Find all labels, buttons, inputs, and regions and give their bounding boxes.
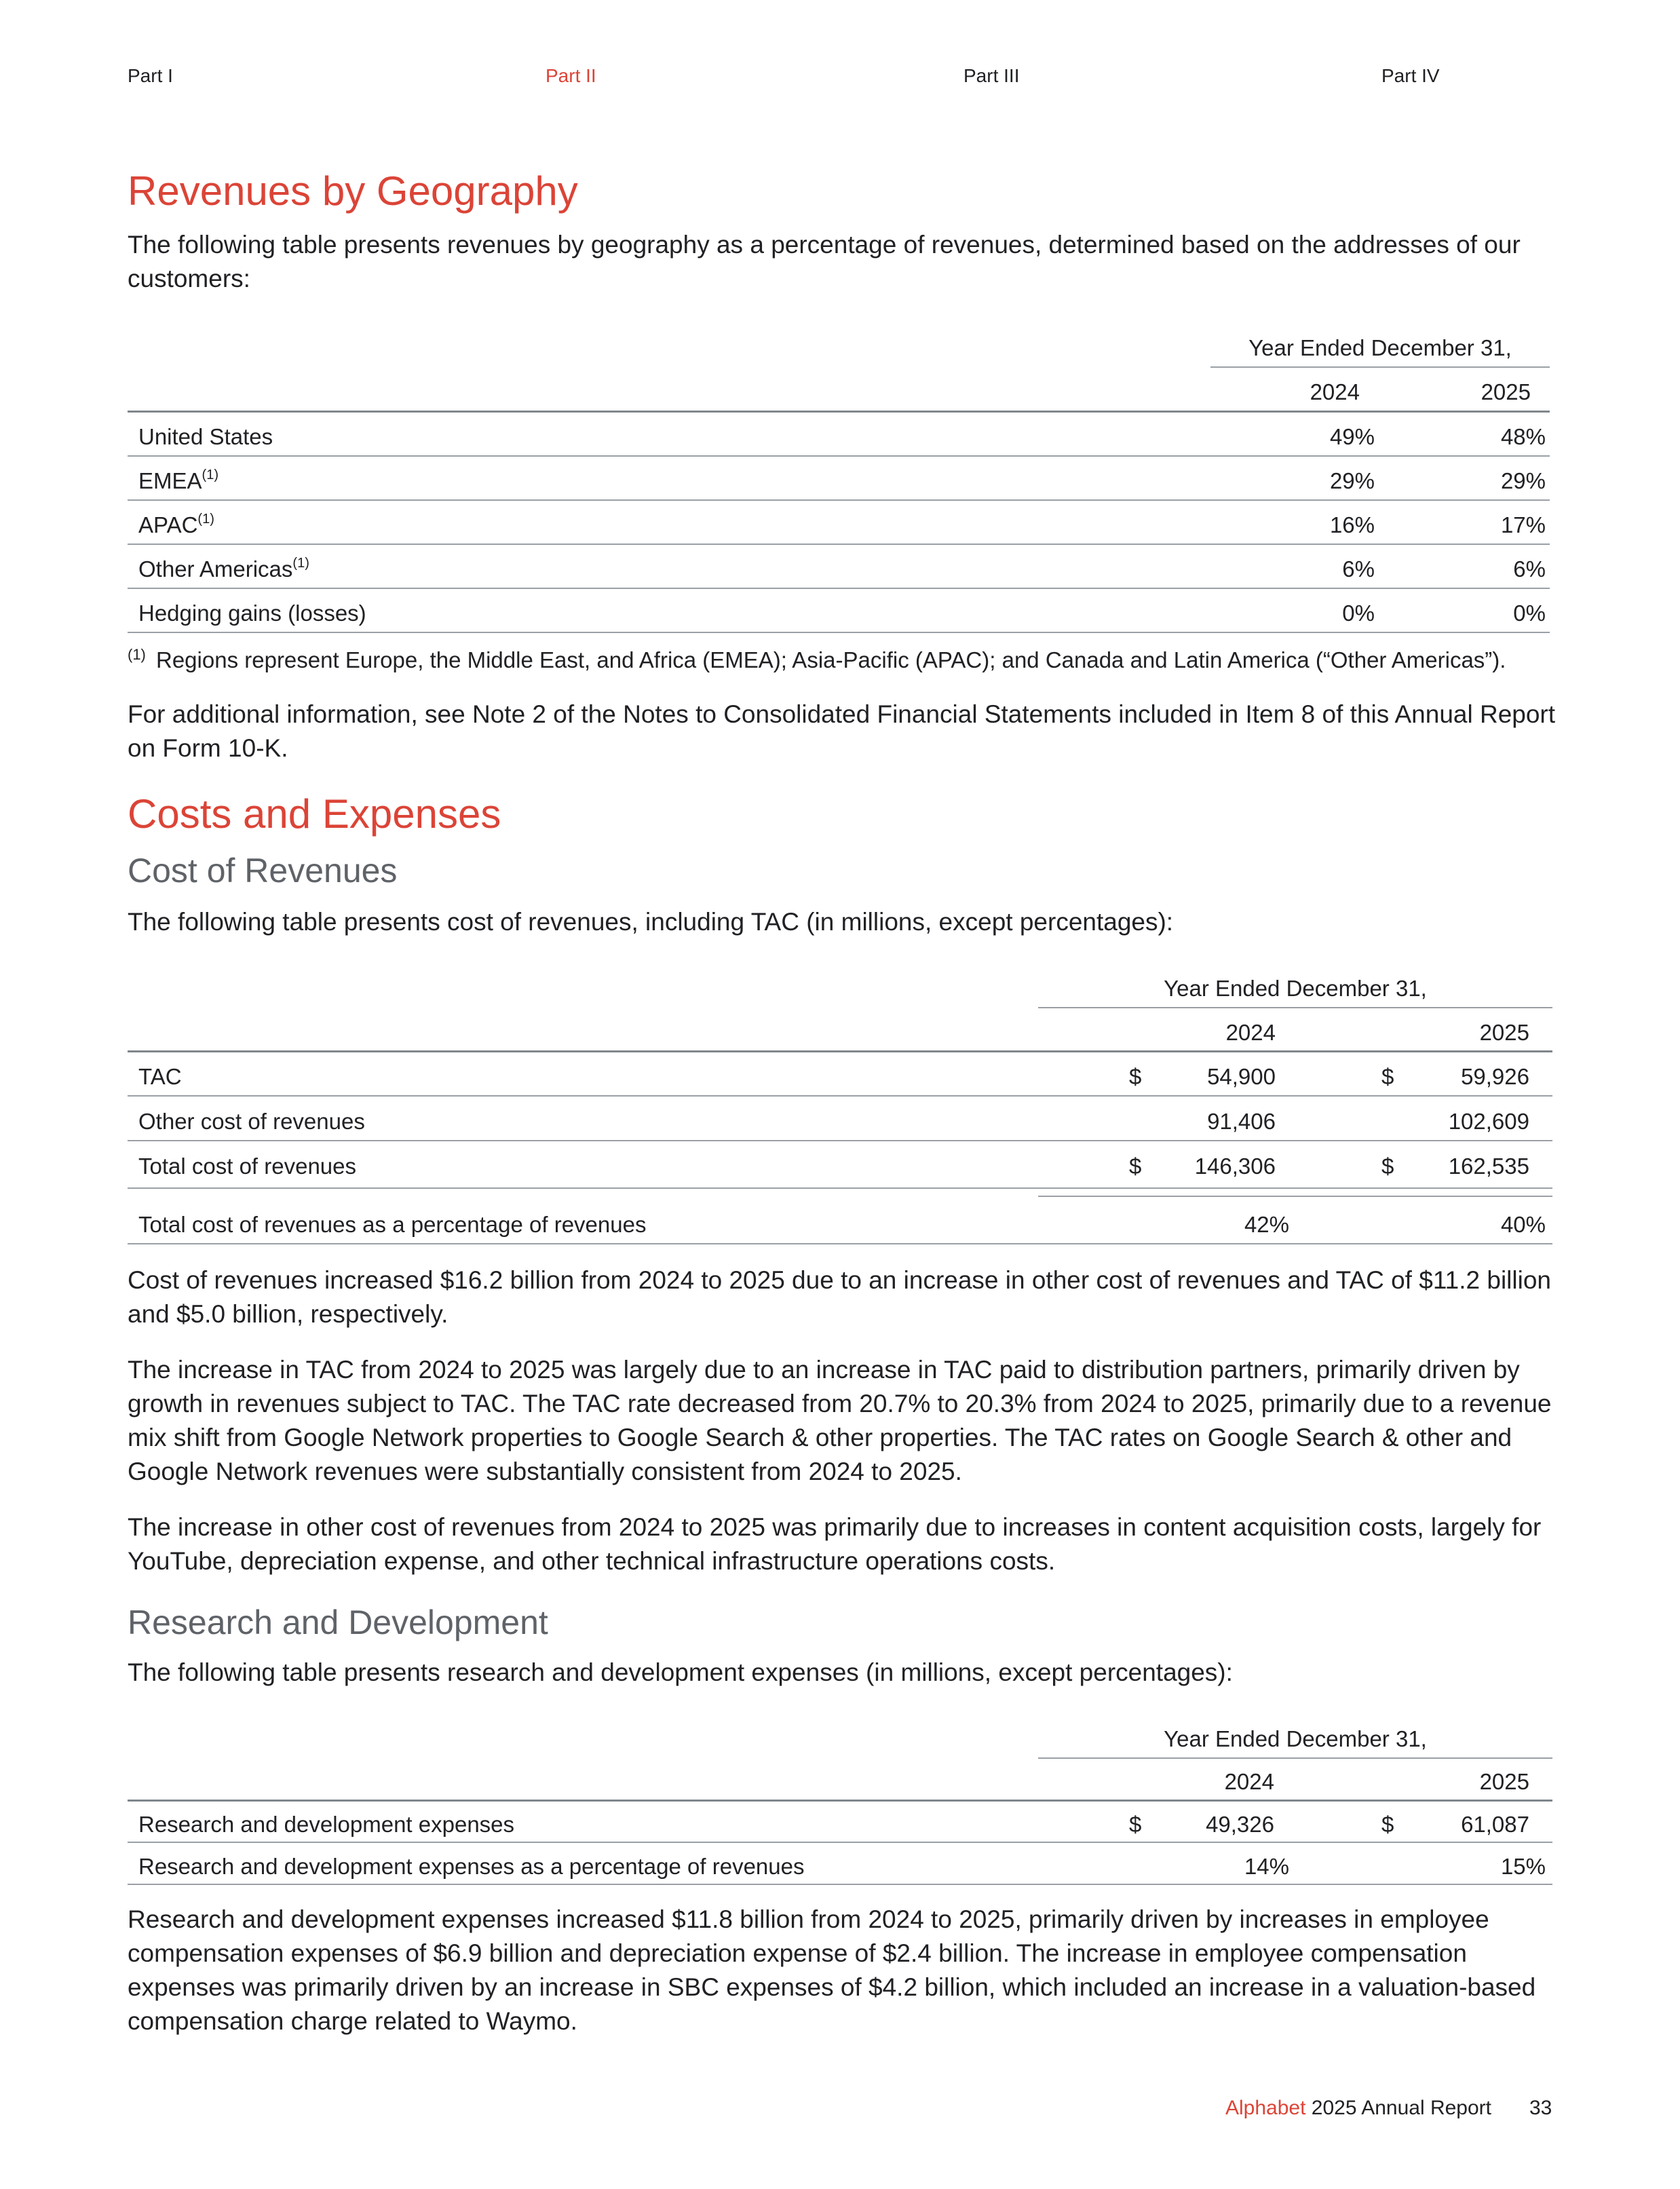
row-label-total-cost-pct: Total cost of revenues as a percentage of revenues [138, 1212, 647, 1237]
row-divider [128, 499, 1550, 501]
nav-part-ii[interactable]: Part II [546, 65, 596, 86]
value-2025: 40% [1500, 1212, 1546, 1237]
row-divider [128, 1140, 1552, 1141]
geo-col-2024: 2024 [1310, 379, 1360, 404]
rnd-intro: The following table presents research and development expenses (in millions, except percentages): [128, 1658, 1233, 1686]
rnd-table-top-rule [128, 1800, 1552, 1802]
value-2025: 59,926 [1461, 1064, 1529, 1089]
row-label-united-states: United States [138, 424, 273, 449]
nav-part-iii[interactable]: Part III [963, 65, 1020, 86]
currency-symbol: $ [1129, 1154, 1142, 1179]
geo-table-top-rule [128, 411, 1550, 413]
value-2024: 49% [1329, 424, 1375, 449]
row-divider [128, 1095, 1552, 1097]
rnd-col-2025: 2025 [1479, 1769, 1529, 1794]
row-label-tac: TAC [138, 1064, 182, 1089]
footer-report-title [1225, 2097, 1491, 2120]
row-label-total-cost-of-revenues: Total cost of revenues [138, 1154, 357, 1179]
value-2024: 91,406 [1207, 1109, 1276, 1134]
row-divider [128, 1842, 1552, 1843]
value-2024: 6% [1342, 556, 1375, 582]
row-divider [128, 1187, 1552, 1189]
cost-table-top-rule [128, 1050, 1552, 1052]
row-label-other-cost-of-revenues: Other cost of revenues [138, 1109, 365, 1134]
currency-symbol: $ [1381, 1812, 1394, 1837]
currency-symbol: $ [1381, 1154, 1394, 1179]
rnd-paragraph-1: Research and development expenses increased $11.8 billion from 2024 to 2025, primarily driven by increases in employee compensation expenses of $6.9 billion and depreciation expense of $2.4 billion. The increase in employee compensation expenses was primarily driven by an increase in SBC expenses of $4.2 billion, which included an increase in a valuation-based compensation charge related to Waymo. [128, 1905, 1536, 2035]
cost-paragraph-2: The increase in TAC from 2024 to 2025 was largely due to an increase in TAC paid to distribution partners, primarily driven by growth in revenues subject to TAC. The TAC rate decreased from 20.7% to 20.3% from 2024 to 2025, primarily due to a revenue mix shift from Google Network properties to Google Search & other properties. The TAC rates on Google Search & other and Google Network revenues were substantially consistent from 2024 to 2025. [128, 1356, 1552, 1485]
footnote-ref: (1) [197, 512, 214, 527]
geo-intro: The following table presents revenues by geography as a percentage of revenues, determined based on the addresses of our customers: [128, 231, 1521, 292]
row-label-apac: APAC$^{(1)}$ [138, 512, 214, 537]
row-label-emea: EMEA$^{(1)}$ [138, 468, 218, 493]
value-2024: 29% [1329, 468, 1375, 493]
row-divider [128, 455, 1550, 457]
page-number: 33 [1529, 2097, 1552, 2119]
value-2025: 17% [1500, 512, 1546, 537]
value-2024: 146,306 [1194, 1154, 1276, 1179]
nav-part-i[interactable]: Part I [128, 65, 173, 86]
rnd-col-2024: 2024 [1224, 1769, 1274, 1794]
value-2025: 29% [1500, 468, 1546, 493]
value-2025: 48% [1500, 424, 1546, 449]
row-label-other-americas: Other Americas$^{(1)}$ [138, 556, 309, 582]
rnd-table-bottom-rule [128, 1884, 1552, 1885]
geo-additional-info: For additional information, see Note 2 of the Notes to Consolidated Financial Statements included in Item 8 of this Annual Report on Form 10-K. [128, 700, 1556, 762]
subsection-title-cost-of-revenues: Cost of Revenues [128, 852, 398, 890]
cost-header-rule [1038, 1007, 1552, 1008]
cost-table-header: Year Ended December 31, [1164, 976, 1427, 1001]
value-2024: 16% [1329, 512, 1375, 537]
value-2024: 49,326 [1206, 1812, 1274, 1837]
row-divider [128, 544, 1550, 545]
value-2024: 14% [1244, 1854, 1289, 1879]
cost-col-2024: 2024 [1225, 1020, 1276, 1045]
geo-col-2025: 2025 [1481, 379, 1531, 404]
value-2025: 0% [1513, 601, 1546, 626]
value-2025: 6% [1513, 556, 1546, 582]
cost-table-bottom-rule [128, 1243, 1552, 1244]
geo-header-rule [1210, 366, 1550, 368]
geo-table-header: Year Ended December 31, [1248, 335, 1512, 360]
geo-table-bottom-rule [128, 632, 1550, 633]
footer-brand: Alphabet [1225, 2097, 1306, 2119]
currency-symbol: $ [1381, 1064, 1394, 1089]
footnote-ref: (1) [292, 556, 309, 571]
value-2024: 42% [1244, 1212, 1289, 1237]
row-label-hedging: Hedging gains (losses) [138, 601, 366, 626]
footnote-marker: (1) [128, 646, 146, 663]
geo-footnote: Regions represent Europe, the Middle East, and Africa (EMEA); Asia-Pacific (APAC); and Canada and Latin America (“Other Americas”). [156, 647, 1506, 672]
value-2025: 15% [1500, 1854, 1546, 1879]
value-2025: 162,535 [1448, 1154, 1529, 1179]
value-2024: 54,900 [1207, 1064, 1276, 1089]
cost-paragraph-3: The increase in other cost of revenues from 2024 to 2025 was primarily due to increases in content acquisition costs, largely for YouTube, depreciation expense, and other technical infrastructure operations costs. [128, 1513, 1542, 1575]
currency-symbol: $ [1129, 1064, 1142, 1089]
value-2025: 102,609 [1448, 1109, 1529, 1134]
subsection-title-research-and-development: Research and Development [128, 1603, 548, 1641]
nav-part-iv[interactable]: Part IV [1381, 65, 1440, 86]
cost-paragraph-1: Cost of revenues increased $16.2 billion from 2024 to 2025 due to an increase in other cost of revenues and TAC of $11.2 billion and $5.0 billion, respectively. [128, 1266, 1551, 1328]
rnd-table-header: Year Ended December 31, [1164, 1726, 1427, 1751]
currency-symbol: $ [1129, 1812, 1142, 1837]
rnd-header-rule [1038, 1757, 1552, 1759]
row-divider [128, 588, 1550, 589]
section-title-revenues-by-geography: Revenues by Geography [128, 168, 578, 214]
footnote-ref: (1) [202, 468, 218, 482]
value-2024: 0% [1342, 601, 1375, 626]
section-title-costs-and-expenses: Costs and Expenses [128, 791, 501, 837]
value-2025: 61,087 [1461, 1812, 1529, 1837]
row-label-rnd-pct: Research and development expenses as a percentage of revenues [138, 1854, 805, 1879]
footer-report: 2025 Annual Report [1311, 2097, 1491, 2119]
cost-col-2025: 2025 [1479, 1020, 1529, 1045]
cost-intro: The following table presents cost of revenues, including TAC (in millions, except percentages): [128, 908, 1174, 936]
row-label-rnd-expenses: Research and development expenses [138, 1812, 515, 1837]
total-double-rule [1038, 1196, 1552, 1197]
